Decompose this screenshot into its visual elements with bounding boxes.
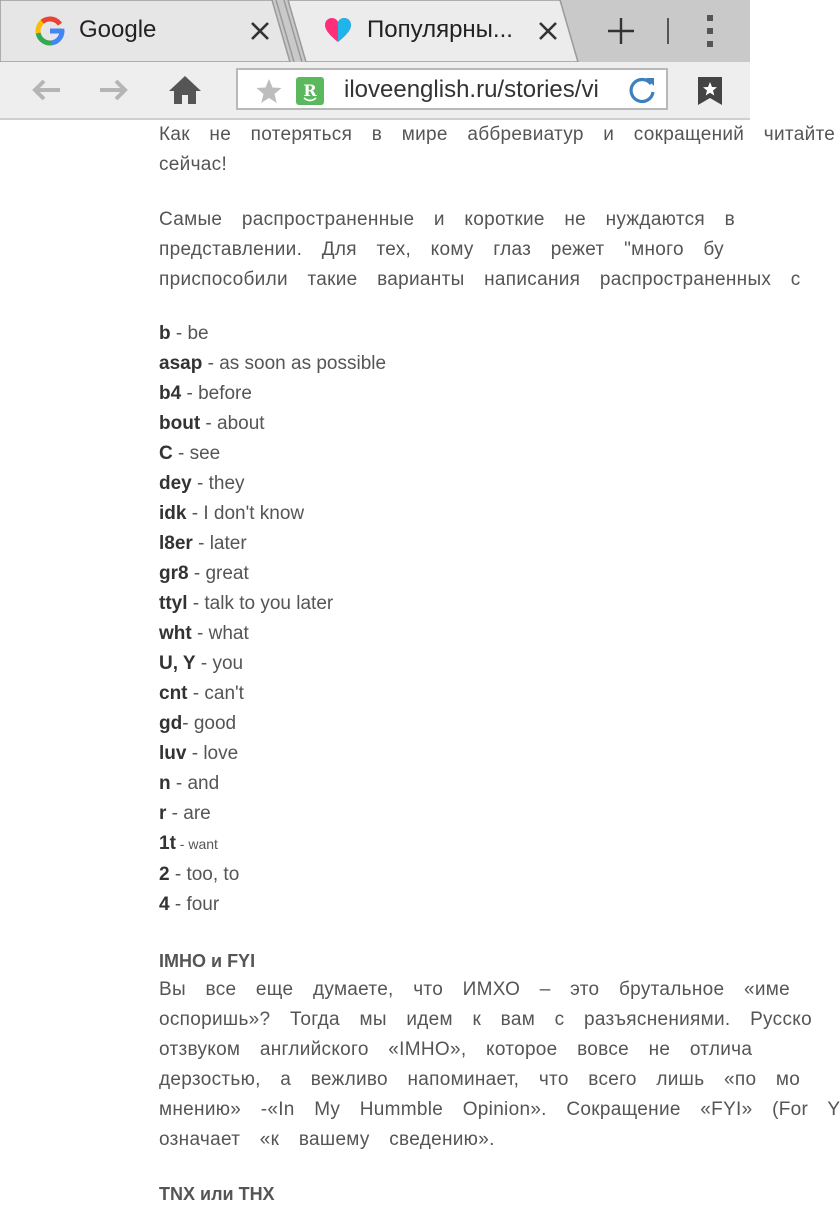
abbreviation-term: 2 — [159, 864, 170, 885]
abbreviation-term: b4 — [159, 383, 182, 404]
abbreviation-item — [159, 439, 220, 469]
abbreviation-item — [159, 589, 333, 619]
close-icon[interactable] — [534, 17, 562, 45]
text-line: приспособили такие варианты написания распространенных с — [159, 269, 801, 290]
address-bar[interactable] — [236, 68, 668, 110]
abbreviation-term: ttyl — [159, 593, 188, 614]
abbreviation-item — [159, 649, 243, 679]
text-line: сейчас! — [159, 154, 228, 175]
tab-strip — [0, 0, 750, 62]
abbreviation-item — [159, 799, 211, 829]
text-line: Вы все еще думаете, что ИМХО – это брутальное «име — [159, 979, 790, 1000]
abbreviation-meaning: - before — [181, 383, 252, 404]
abbreviation-meaning: - want — [175, 836, 218, 852]
section-heading: IMHO и FYI — [159, 951, 256, 971]
tab-strip-divider — [667, 18, 669, 44]
url-text[interactable]: iloveenglish.ru/stories/vi — [344, 76, 599, 103]
text-line: отзвуком английского «IMHO», которое вовсе не отлича — [159, 1039, 753, 1060]
abbreviation-term: l8er — [159, 533, 193, 554]
abbreviation-term: n — [159, 773, 171, 794]
abbreviation-item — [159, 619, 249, 649]
abbreviation-meaning: - love — [186, 743, 239, 764]
abbreviation-meaning: - later — [192, 533, 247, 554]
abbreviation-term: idk — [159, 503, 187, 524]
overflow-menu-icon[interactable] — [702, 14, 718, 48]
abbreviation-term: asap — [159, 353, 203, 374]
star-icon[interactable] — [256, 78, 282, 104]
abbreviation-item — [159, 319, 209, 349]
abbreviation-term: C — [159, 443, 173, 464]
abbreviation-item — [159, 499, 304, 529]
abbreviation-item — [159, 529, 247, 559]
abbreviation-item — [159, 469, 245, 499]
abbreviation-meaning: - what — [191, 623, 249, 644]
browser-toolbar — [0, 62, 750, 120]
abbreviation-term: b — [159, 323, 171, 344]
abbreviation-meaning: - too, to — [169, 864, 240, 885]
abbreviation-term: wht — [159, 623, 192, 644]
tab-popular[interactable] — [288, 0, 578, 62]
text-line: представлении. Для тех, кому глаз режет "много бу — [159, 239, 724, 260]
abbreviation-item — [159, 709, 236, 739]
svg-text:R: R — [303, 81, 317, 100]
abbreviation-meaning: - great — [188, 563, 249, 584]
abbreviation-item — [159, 860, 239, 890]
abbreviation-item — [159, 409, 265, 439]
google-g-icon — [36, 17, 64, 45]
abbreviation-term: bout — [159, 413, 201, 434]
abbreviation-meaning: - you — [195, 653, 244, 674]
home-icon[interactable] — [168, 74, 202, 106]
abbreviation-item — [159, 349, 386, 379]
page-content — [0, 120, 840, 1204]
heart-icon — [324, 17, 352, 45]
section-heading: TNX или THX — [159, 1184, 275, 1204]
abbreviation-term: U, Y — [159, 653, 196, 674]
abbreviation-item — [159, 379, 252, 409]
paragraph — [159, 205, 799, 295]
abbreviation-item — [159, 890, 219, 920]
abbreviation-term: luv — [159, 743, 187, 764]
abbreviation-term: gd — [159, 713, 183, 734]
abbreviation-meaning: - and — [170, 773, 220, 794]
abbreviation-term: gr8 — [159, 563, 189, 584]
close-icon[interactable] — [246, 17, 274, 45]
abbreviation-term: r — [159, 803, 167, 824]
abbreviation-item — [159, 829, 218, 859]
tab-title: Google — [79, 16, 157, 43]
text-line: означает «к вашему сведению». — [159, 1129, 495, 1150]
abbreviation-meaning: - as soon as possible — [202, 353, 387, 374]
bookmarks-icon[interactable] — [696, 76, 724, 106]
forward-arrow-icon[interactable] — [98, 76, 130, 104]
text-line: дерзостью, а вежливо напоминает, что всего лишь «по мо — [159, 1069, 801, 1090]
abbreviation-meaning: - four — [169, 894, 220, 915]
abbreviation-meaning: - they — [191, 473, 245, 494]
text-line: мнению» -«In My Hummble Opinion». Сокращение «FYI» (For Y — [159, 1099, 840, 1120]
abbreviation-term: cnt — [159, 683, 188, 704]
abbreviation-term: 1t — [159, 833, 176, 854]
text-line: Самые распространенные и короткие не нуждаются в — [159, 209, 735, 230]
abbreviation-term: dey — [159, 473, 192, 494]
abbreviation-meaning: - are — [166, 803, 211, 824]
abbreviation-term: 4 — [159, 894, 170, 915]
abbreviation-meaning: - can't — [187, 683, 244, 704]
abbreviation-meaning: - about — [200, 413, 265, 434]
tab-title: Популярны... — [367, 16, 513, 43]
abbreviation-meaning: - I don't know — [186, 503, 305, 524]
reload-icon[interactable] — [627, 75, 657, 105]
text-line: оспоришь»? Тогда мы идем к вам с разъяснениями. Русско — [159, 1009, 812, 1030]
new-tab-button[interactable] — [604, 14, 638, 48]
abbreviation-meaning: - talk to you later — [187, 593, 334, 614]
abbreviation-item — [159, 559, 249, 589]
abbreviation-meaning: - see — [172, 443, 221, 464]
text-line: Как не потеряться в мире аббревиатур и сокращений читайте — [159, 124, 836, 145]
site-favicon — [296, 77, 324, 105]
tab-google[interactable] — [0, 0, 290, 62]
imho-paragraph — [159, 975, 840, 1155]
abbreviation-meaning: - good — [182, 713, 237, 734]
abbreviation-meaning: - be — [170, 323, 209, 344]
back-arrow-icon[interactable] — [30, 76, 62, 104]
abbreviation-item — [159, 679, 244, 709]
abbreviation-item — [159, 769, 219, 799]
abbreviation-item — [159, 739, 238, 769]
intro-paragraph — [159, 120, 836, 180]
